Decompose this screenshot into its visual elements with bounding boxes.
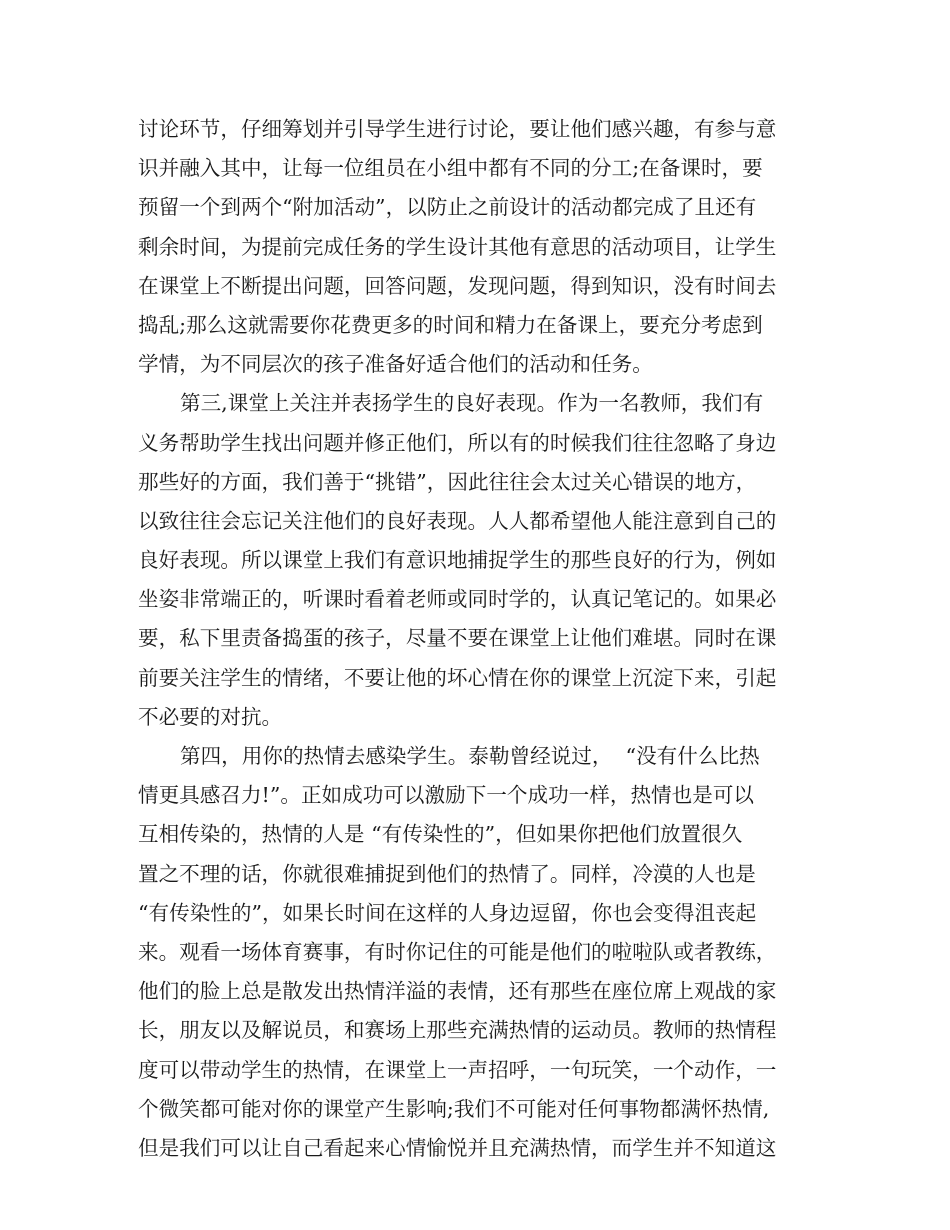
text-line: 度可以带动学生的热情，在课堂上一声招呼，一句玩笑，一个动作，一 (138, 1057, 777, 1082)
text-line: 置之不理的话，你就很难捕捉到他们的热情了。同样，冷漠的人也是 (138, 861, 756, 886)
text-line: 坐姿非常端正的，听课时看着老师或同时学的，认真记笔记的。如果必 (138, 587, 777, 612)
text-line: 互相传染的，热情的人是 “有传染性的”，但如果你把他们放置很久 (138, 822, 743, 847)
text-line: 讨论环节，仔细筹划并引导学生进行讨论，要让他们感兴趣，有参与意 (138, 117, 777, 141)
text-line: 预留一个到两个“附加活动”，以防止之前设计的活动都完成了且还有 (138, 195, 757, 220)
text-line: 识并融入其中，让每一位组员在小组中都有不同的分工;在备课时，要 (138, 156, 763, 181)
text-line: 个微笑都可能对你的课堂产生影响;我们不可能对任何事物都满怀热情, (138, 1096, 770, 1121)
text-line: 长，朋友以及解说员，和赛场上那些充满热情的运动员。教师的热情程 (138, 1018, 777, 1043)
text-line: 他们的脸上总是散发出热情洋溢的表情，还有那些在座位席上观战的家 (138, 979, 777, 1004)
paragraph-first-line: 第三,课堂上关注并表扬学生的良好表现。作为一名教师，我们有 (180, 391, 764, 416)
text-line: 学情，为不同层次的孩子准备好适合他们的活动和任务。 (138, 352, 653, 377)
text-line: 情更具感召力!”。正如成功可以激励下一个成功一样，热情也是可以 (138, 783, 755, 808)
text-line: 要，私下里责备捣蛋的孩子，尽量不要在课堂上让他们难堪。同时在课 (138, 626, 777, 651)
text-line: 捣乱;那么这就需要你花费更多的时间和精力在备课上，要充分考虑到 (138, 312, 763, 337)
text-line: 来。观看一场体育赛事，有时你记住的可能是他们的啦啦队或者教练， (138, 939, 777, 964)
text-line: 义务帮助学生找出问题并修正他们，所以有的时候我们往往忽略了身边 (138, 430, 777, 455)
text-line: 以致往往会忘记关注他们的良好表现。人人都希望他人能注意到自己的 (138, 508, 777, 533)
text-line: “有传染性的”，如果长时间在这样的人身边逗留，你也会变得沮丧起 (138, 900, 757, 925)
text-line: 那些好的方面，我们善于“挑错”，因此往往会太过关心错误的地方， (138, 469, 757, 494)
text-line: 剩余时间，为提前完成任务的学生设计其他有意思的活动项目，让学生 (138, 234, 777, 259)
text-line: 但是我们可以让自己看起来心情愉悦并且充满热情，而学生并不知道这 (138, 1135, 777, 1160)
text-line: 不必要的对抗。 (138, 704, 283, 729)
text-line: 在课堂上不断提出问题，回答问题，发现问题，得到知识，没有时间去 (138, 273, 777, 298)
text-line: 良好表现。所以课堂上我们有意识地捕捉学生的那些良好的行为，例如 (138, 548, 777, 573)
text-line: 前要关注学生的情绪，不要让他的坏心情在你的课堂上沉淀下来，引起 (138, 665, 777, 690)
document-body-text (138, 110, 812, 1168)
paragraph-first-line: 第四，用你的热情去感染学生。泰勒曾经说过， “没有什么比热 (180, 744, 760, 768)
